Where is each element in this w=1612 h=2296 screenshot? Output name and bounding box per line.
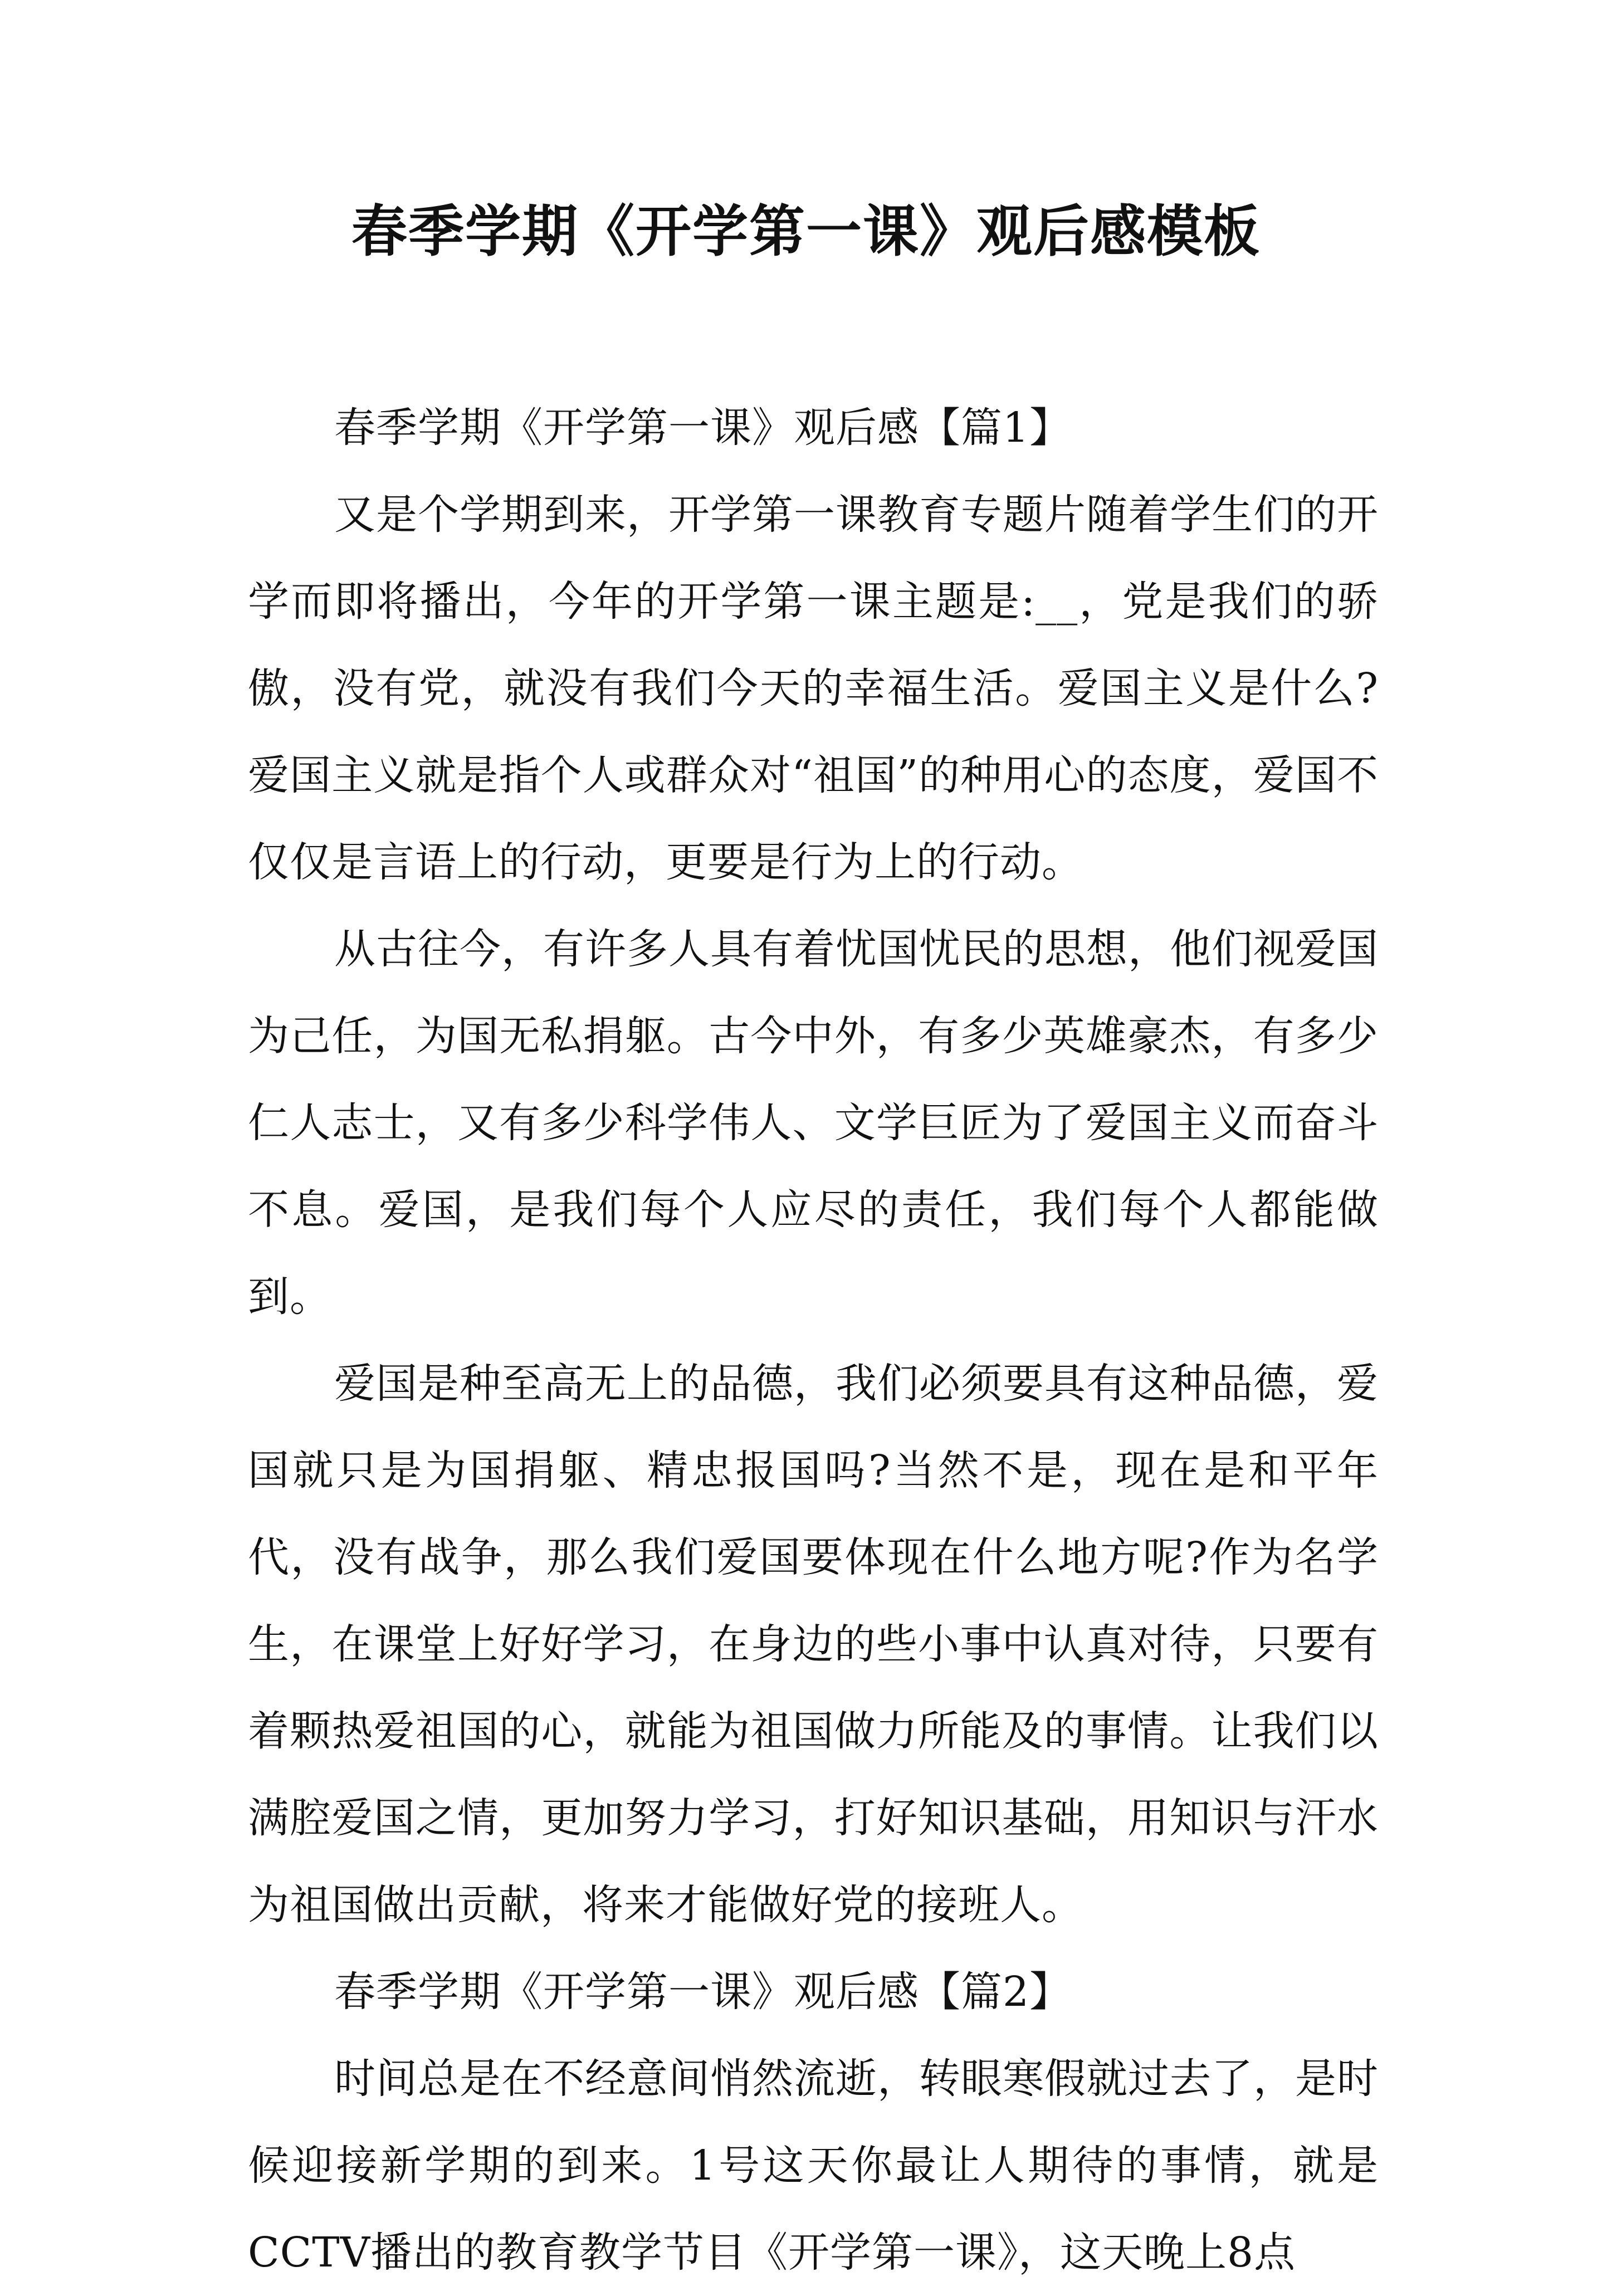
document-body [248, 384, 1379, 2296]
body-paragraph: 又是个学期到来，开学第一课教育专题片随着学生们的开学而即将播出，今年的开学第一课主题是:__，党是我们的骄傲，没有党，就没有我们今天的幸福生活。爱国主义是什么?爱国主义就是指个人或群众对“祖国”的种用心的态度，爱国不仅仅是言语上的行动，更要是行为上的行动。 [248, 491, 1379, 886]
body-paragraph: 从古往今，有许多人具有着忧国忧民的思想，他们视爱国为己任，为国无私捐躯。古今中外，有多少英雄豪杰，有多少仁人志士，又有多少科学伟人、文学巨匠为了爱国主义而奋斗不息。爱国，是我们每个人应尽的责任，我们每个人都能做到。 [248, 925, 1379, 1321]
section-heading-1: 春季学期《开学第一课》观后感【篇1】 [334, 404, 1072, 452]
section-heading-2: 春季学期《开学第一课》观后感【篇2】 [334, 1968, 1072, 2016]
body-paragraph: 时间总是在不经意间悄然流逝，转眼寒假就过去了，是时候迎接新学期的到来。1号这天你最让人期待的事情，就是CCTV播出的教育教学节目《开学第一课》，这天晚上8点 [248, 2055, 1379, 2277]
document-title: 春季学期《开学第一课》观后感模板 [351, 198, 1261, 264]
body-paragraph: 爱国是种至高无上的品德，我们必须要具有这种品德，爱国就只是为国捐躯、精忠报国吗?当然不是，现在是和平年代，没有战争，那么我们爱国要体现在什么地方呢?作为名学生，在课堂上好好学习，在身边的些小事中认真对待，只要有着颗热爱祖国的心，就能为祖国做力所能及的事情。让我们以满腔爱国之情，更加努力学习，打好知识基础，用知识与汗水为祖国做出贡献，将来才能做好党的接班人。 [248, 1360, 1379, 1929]
